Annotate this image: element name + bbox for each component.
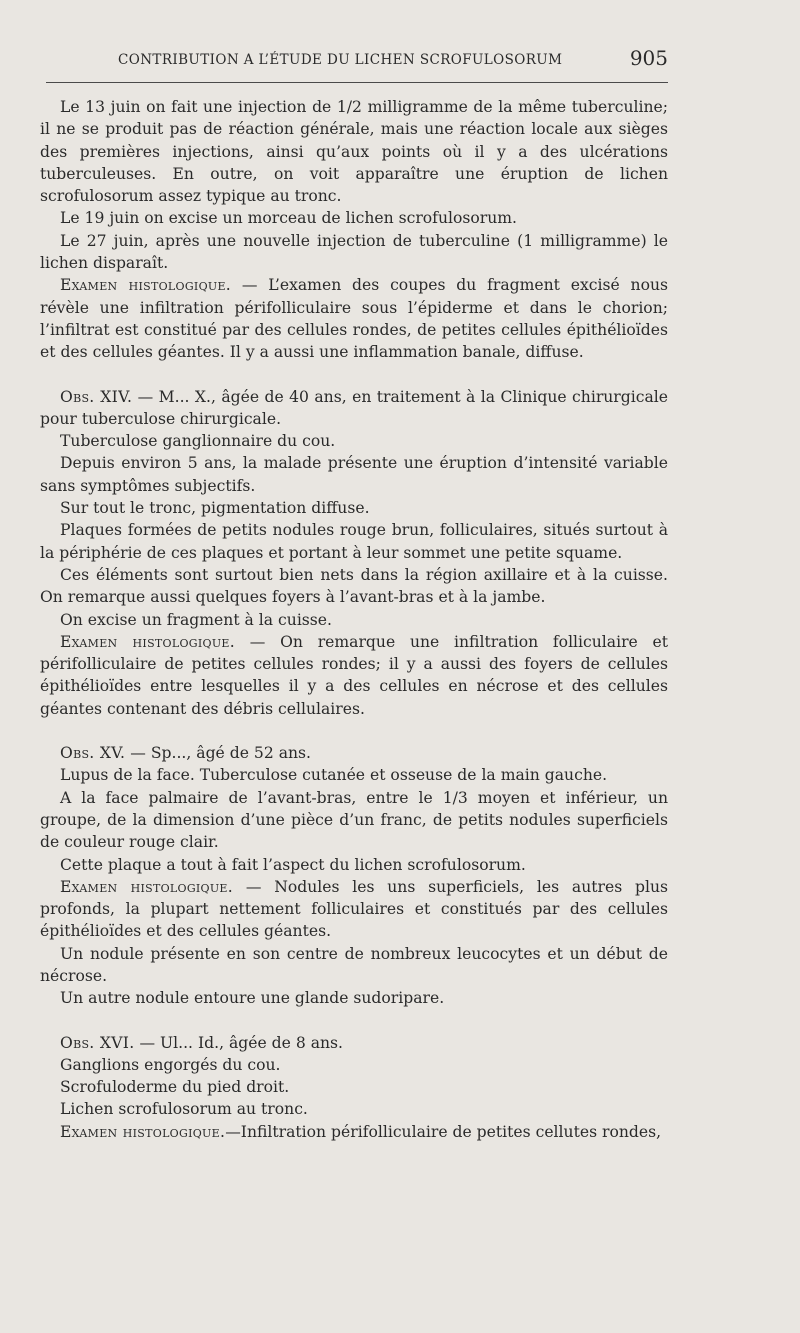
paragraph [40, 742, 668, 764]
paragraph [40, 519, 668, 564]
page-number: 905 [629, 46, 668, 70]
header-rule [46, 82, 668, 83]
paragraph [40, 96, 668, 207]
paragraph [40, 230, 668, 275]
paragraph-lead: Examen histologique. [60, 632, 236, 651]
paragraph [40, 1054, 668, 1076]
paragraph-text: — Sp..., âgé de 52 ans. [125, 744, 311, 763]
paragraph-text: Le 27 juin, après une nouvelle injection de tuberculine (1 milligramme) le lichen disparaît. [40, 231, 668, 273]
paragraph-text: Scrofuloderme du pied droit. [60, 1078, 290, 1097]
paragraph-text: Un autre nodule entoure une glande sudoripare. [60, 989, 445, 1008]
paragraph-text: Ces éléments sont surtout bien nets dans la région axillaire et à la cuisse. On remarque aussi quelques foyers à l’avant-bras et à la jambe. [40, 565, 668, 607]
paragraph [40, 497, 668, 519]
paragraph [40, 876, 668, 943]
paragraph-lead: Obs. XIV. [60, 387, 133, 406]
paragraph-lead: Examen histologique. [60, 276, 232, 295]
paragraph-lead: Obs. XV. [60, 744, 126, 763]
paragraph [40, 386, 668, 431]
section-gap [40, 364, 668, 386]
paragraph [40, 1121, 668, 1143]
paragraph [40, 564, 668, 609]
paragraph-text: Cette plaque a tout à fait l’aspect du lichen scrofulosorum. [60, 855, 526, 874]
paragraph-text: Le 13 juin on fait une injection de 1/2 milligramme de la même tuberculine; il ne se produit pas de réaction générale, mais une réaction locale aux sièges des premières injections, ainsi qu’aux points où il y a des ulcérations tuberculeuses. En outre, on voit apparaître une éruption de lichen scrofulosorum assez typique au tronc. [40, 98, 668, 206]
paragraph [40, 274, 668, 363]
paragraph-lead: Examen histologique. [60, 877, 234, 896]
paragraph-text: Ganglions engorgés du cou. [60, 1055, 281, 1074]
paragraph-text: — Ul... Id., âgée de 8 ans. [134, 1033, 344, 1052]
paragraph-text: — Nodules les uns superficiels, les autres plus profonds, la plupart nettement folliculaires et constitués par des cellules épithélioïdes et des cellules géantes. [40, 877, 668, 941]
paragraph [40, 430, 668, 452]
paragraph-text: — L’examen des coupes du fragment excisé nous révèle une infiltration périfolliculaire sous l’épiderme et dans le chorion; l’infiltrat est constitué par des cellules rondes, de petites cellules épithélioïdes et des cellules géantes. Il y a aussi une inflammation banale, diffuse. [40, 276, 669, 362]
paragraph [40, 764, 668, 786]
paragraph-text: Lupus de la face. Tuberculose cutanée et osseuse de la main gauche. [60, 766, 608, 785]
paragraph-text: — On remarque une infiltration folliculaire et périfolliculaire de petites cellules rondes; il y a aussi des foyers de cellules épithélioïdes entre lesquelles il y a des cellules en nécrose et des cellules géantes contenant des débris cellulaires. [40, 632, 669, 718]
running-title: CONTRIBUTION A L’ÉTUDE DU LICHEN SCROFULOSORUM [118, 52, 563, 68]
paragraph-text: A la face palmaire de l’avant-bras, entre le 1/3 moyen et inférieur, un groupe, de la dimension d’une pièce d’un franc, de petits nodules superficiels de couleur rouge clair. [40, 788, 668, 852]
section-gap [40, 720, 668, 742]
paragraph [40, 609, 668, 631]
paragraph [40, 1076, 668, 1098]
section-gap [40, 1010, 668, 1032]
paragraph-text: Tuberculose ganglionnaire du cou. [60, 432, 336, 451]
paragraph [40, 943, 668, 988]
paragraph [40, 854, 668, 876]
paragraph-text: On excise un fragment à la cuisse. [60, 610, 332, 629]
paragraph-text: Depuis environ 5 ans, la malade présente une éruption d’intensité variable sans symptômes subjectifs. [40, 454, 668, 495]
running-head [40, 44, 668, 84]
paragraph-text: Sur tout le tronc, pigmentation diffuse. [60, 499, 370, 518]
paragraph [40, 452, 668, 497]
paragraph-text: Un nodule présente en son centre de nombreux leucocytes et un début de nécrose. [40, 944, 668, 985]
paragraph-text: — M... X., âgée de 40 ans, en traitement à la Clinique chirurgicale pour tuberculose chirurgicale. [40, 387, 668, 428]
paragraph [40, 787, 668, 854]
paragraph-lead: Examen histologique. [60, 1122, 226, 1141]
paragraph-text: —Infiltration périfolliculaire de petites cellutes rondes, [225, 1122, 662, 1141]
paragraph-text: Plaques formées de petits nodules rouge brun, folliculaires, situés surtout à la périphérie de ces plaques et portant à leur sommet une petite squame. [40, 521, 668, 562]
body-text [40, 96, 668, 1143]
paragraph-text: Lichen scrofulosorum au tronc. [60, 1100, 308, 1119]
paragraph [40, 631, 668, 720]
paragraph [40, 1032, 668, 1054]
paragraph [40, 1098, 668, 1120]
paragraph-lead: Obs. XVI. [60, 1033, 135, 1052]
paragraph-text: Le 19 juin on excise un morceau de lichen scrofulosorum. [60, 209, 518, 228]
paragraph [40, 987, 668, 1009]
paragraph [40, 207, 668, 229]
